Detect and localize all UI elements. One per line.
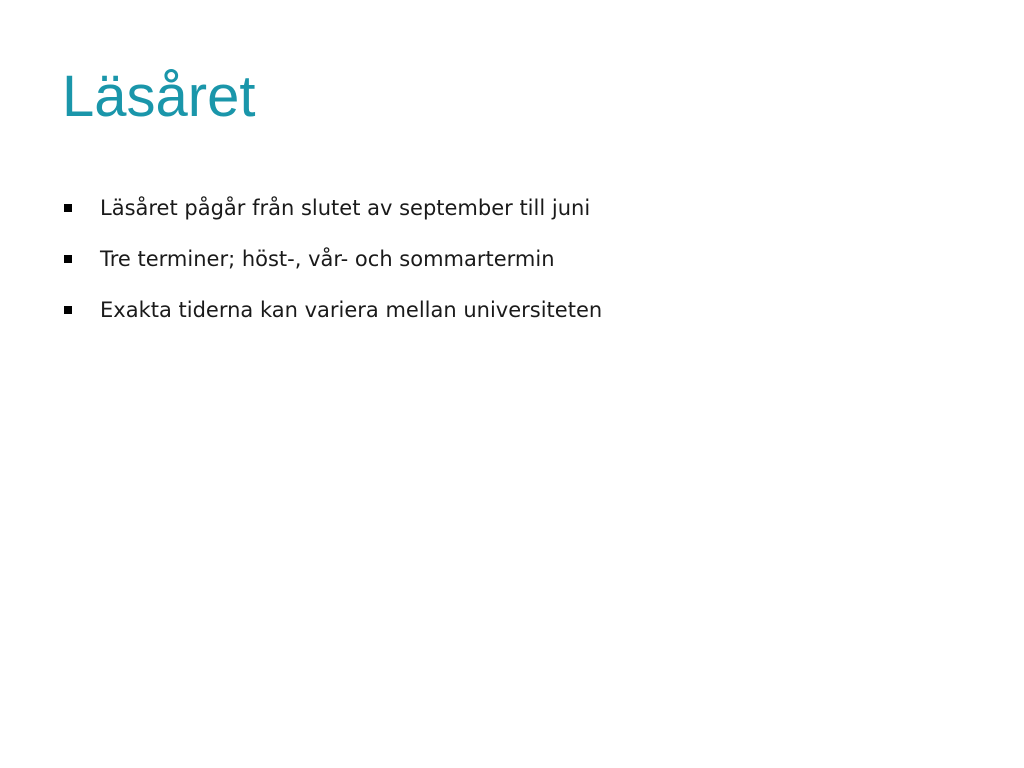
bullet-list — [62, 190, 602, 343]
bullet-text: Läsåret pågår från slutet av september till juni — [100, 196, 591, 220]
square-bullet-icon — [64, 204, 72, 212]
bullet-item — [62, 292, 602, 343]
bullet-item — [62, 241, 602, 292]
square-bullet-icon — [64, 255, 72, 263]
slide-title: Läsåret — [62, 64, 256, 129]
square-bullet-icon — [64, 306, 72, 314]
bullet-text: Tre terminer; höst-, vår- och sommartermin — [100, 247, 555, 271]
bullet-text: Exakta tiderna kan variera mellan universiteten — [100, 298, 603, 322]
bullet-item — [62, 190, 602, 241]
